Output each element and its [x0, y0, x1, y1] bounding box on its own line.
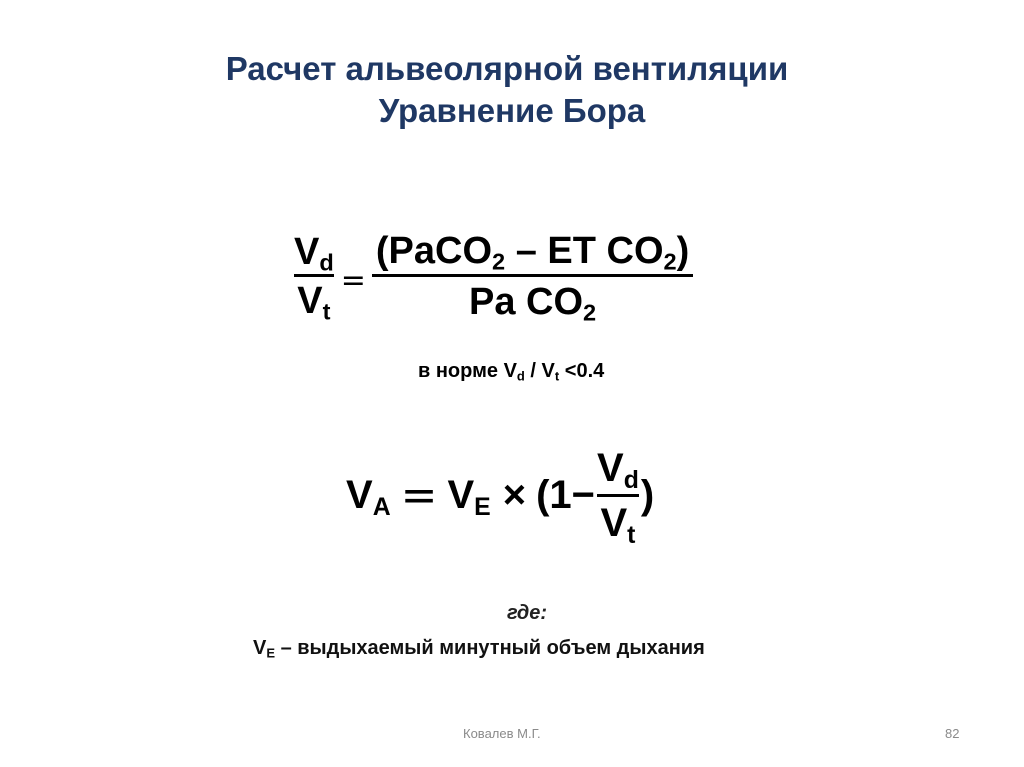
page-number: 82 [945, 726, 960, 741]
fraction-denominator: Pa $CO_2$ [469, 280, 597, 326]
multiply-sign: × [502, 472, 527, 517]
co2-difference-fraction [372, 229, 693, 326]
fraction-numerator: $V_d$ [294, 230, 334, 276]
fraction-numerator: (PaCO$_2$ – ET $CO_2$) [375, 229, 690, 275]
open-paren: (1− [536, 472, 596, 517]
bohr-equation [293, 228, 693, 324]
dead-space-ratio-fraction [293, 230, 335, 325]
alveolar-ventilation-equation [346, 440, 654, 550]
equals-sign: = [340, 262, 366, 298]
normal-value-note: в норме $V_d / V_t <0.4$ [418, 360, 605, 384]
fraction-denominator: $V_t$ [297, 279, 331, 325]
author-name: Ковалев М.Г. [463, 726, 541, 741]
where-label: где: [506, 602, 548, 624]
close-paren: ) [640, 472, 655, 517]
title-line-1: Расчет альвеолярной вентиляции [225, 50, 789, 87]
va-symbol: $V_A$ [346, 472, 391, 521]
ve-definition: $V_E$ – выдыхаемый минутный объем дыхания [253, 637, 705, 661]
fraction-numerator: $V_d$ [597, 445, 639, 494]
slide-title [0, 48, 1024, 132]
equals-sign: = [400, 469, 438, 521]
dead-space-ratio-fraction [597, 445, 639, 549]
fraction-denominator: $V_t$ [600, 500, 636, 549]
ve-symbol: $V_E$ [447, 472, 491, 521]
title-line-2: Уравнение Бора [378, 92, 646, 129]
